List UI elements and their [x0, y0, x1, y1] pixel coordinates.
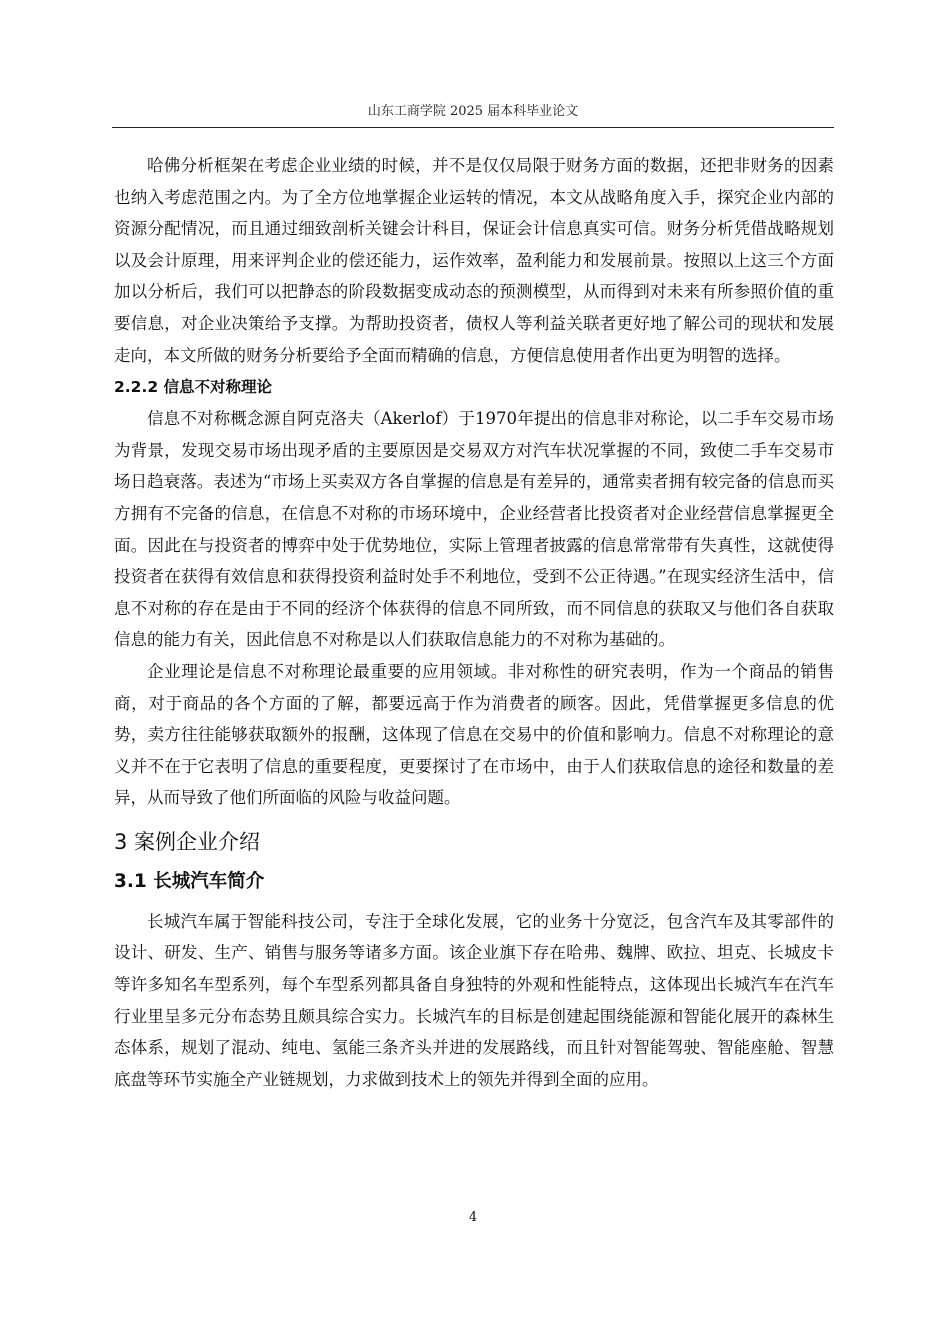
section-heading-3-1: 3.1 长城汽车简介	[114, 870, 265, 892]
section-heading-2-2-2: 2.2.2 信息不对称理论	[114, 378, 273, 397]
paragraph-information-asymmetry-origin: 信息不对称概念源自阿克洛夫（Akerlof）于1970年提出的信息非对称论，以二手车交易市场为背景，发现交易市场出现矛盾的主要原因是交易双方对汽车状况掌握的不同，致使二手车交易市场日趋衰落。表述为“市场上买卖双方各自掌握的信息是有差异的，通常卖者拥有较完备的信息而买方拥有不完备的信息，在信息不对称的市场环境中，企业经营者比投资者对企业经营信息掌握更全面。因此在与投资者的博弈中处于优势地位，实际上管理者披露的信息常常带有失真性，这就使得投资者在获得有效信息和获得投资利益时处手不利地位，受到不公正待遇。”在现实经济生活中，信息不对称的存在是由于不同的经济个体获得的信息不同所致，而不同信息的获取又与他们各自获取信息的能力有关，因此信息不对称是以人们获取信息能力的不对称为基础的。	[114, 409, 834, 650]
header-rule	[112, 127, 834, 128]
running-header: 山东工商学院 2025 届本科毕业论文	[367, 104, 579, 119]
paragraph-great-wall-intro: 长城汽车属于智能科技公司，专注于全球化发展，它的业务十分宽泛，包含汽车及其零部件的设计、研发、生产、销售与服务等诸多方面。该企业旗下存在哈弗、魏牌、欧拉、坦克、长城皮卡等许多知名车型系列，每个车型系列都具备自身独特的外观和性能特点，这体现出长城汽车在汽车行业里呈多元分布态势且颇具综合实力。长城汽车的目标是创建起围绕能源和智能化展开的森林生态体系，规划了混动、纯电、氢能三条齐头并进的发展路线，而且针对智能驾驶、智能座舱、智慧底盘等环节实施全产业链规划，力求做到技术上的领先并得到全面的应用。	[114, 911, 834, 1089]
paragraph-information-asymmetry-application: 企业理论是信息不对称理论最重要的应用领域。非对称性的研究表明，作为一个商品的销售商，对于商品的各个方面的了解，都要远高于作为消费者的顾客。因此，凭借掌握更多信息的优势，卖方往往能够获取额外的报酬，这体现了信息在交易中的价值和影响力。信息不对称理论的意义并不在于它表明了信息的重要程度，更要探讨了在市场中，由于人们获取信息的途径和数量的差异，从而导致了他们所面临的风险与收益问题。	[114, 661, 834, 808]
page-number: 4	[468, 1210, 478, 1225]
page-body	[114, 150, 834, 1095]
chapter-heading-3: 3 案例企业介绍	[114, 829, 261, 854]
paragraph-harvard-framework: 哈佛分析框架在考虑企业业绩的时候，并不是仅仅局限于财务方面的数据，还把非财务的因素也纳入考虑范围之内。为了全方位地掌握企业运转的情况，本文从战略角度入手，探究企业内部的资源分配情况，而且通过细致剖析关键会计科目，保证会计信息真实可信。财务分析凭借战略规划以及会计原理，用来评判企业的偿还能力，运作效率，盈利能力和发展前景。按照以上这三个方面加以分析后，我们可以把静态的阶段数据变成动态的预测模型，从而得到对未来有所参照价值的重要信息，对企业决策给予支撑。为帮助投资者，债权人等利益关联者更好地了解公司的现状和发展走向，本文所做的财务分析要给予全面而精确的信息，方便信息使用者作出更为明智的选择。	[114, 156, 834, 365]
